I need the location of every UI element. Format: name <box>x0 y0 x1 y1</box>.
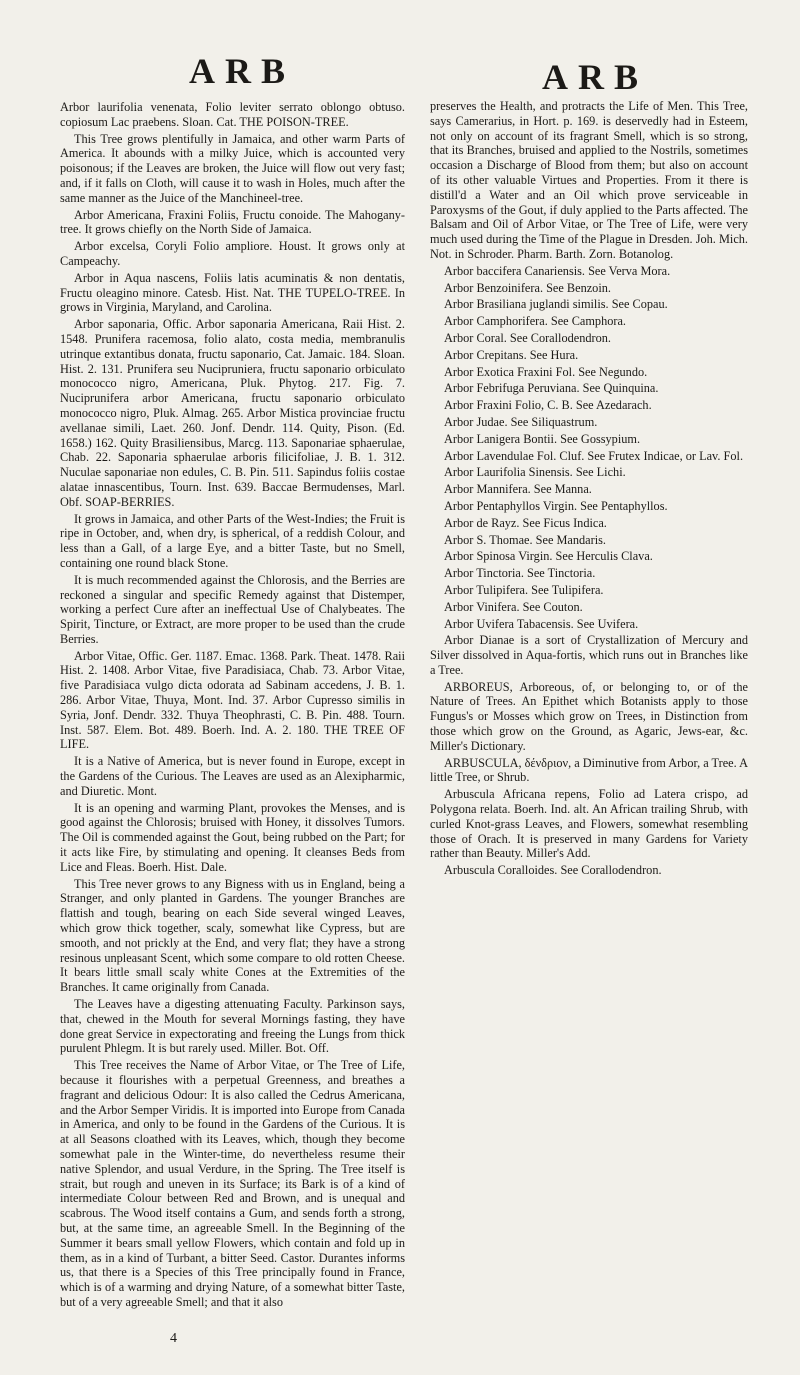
entry-arbor-excelsa: Arbor excelsa, Coryli Folio ampliore. Houst. It grows only at Campeachy. <box>60 239 405 268</box>
cross-reference: Arbor Laurifolia Sinensis. See Lichi. <box>444 465 626 480</box>
cross-reference: Arbor de Rayz. See Ficus Indica. <box>444 515 607 530</box>
right-column <box>430 99 748 880</box>
cross-reference: Arbor Mannifera. See Manna. <box>444 482 592 497</box>
running-head-left: ARB <box>188 51 295 91</box>
cross-reference: Arbor Pentaphyllos Virgin. See Pentaphyllos. <box>444 498 668 513</box>
entry-text: It is a Native of America, but is never found in Europe, except in the Gardens of the Curious. The Leaves are used as an Alexipharmic, and Diuretic. Mont. <box>60 754 405 798</box>
entry-text: This Tree grows plentifully in Jamaica, and other warm Parts of America. It abounds with a milky Juice, which is accounted very poisonous; if the Leaves are broken, the Juice will flow out very fast; and, if it falls on Cloth, will cause it to wash in Holes, much after the same manner as the Juice of the Manchineel-tree. <box>60 131 405 205</box>
entry-text: It is an opening and warming Plant, provokes the Menses, and is good against the Chlorosis; bruised with Honey, it dissolves Tumors. The Oil is commended against the Gout, being rubbed on the Part; for it acts like Fire, by stimulating and opening. It cleanses Beds from Lice and Fleas. Boerh. Hist. Dale. <box>60 800 405 874</box>
entry-arboreus: ARBOREUS, Arboreous, of, or belonging to, or of the Nature of Trees. An Epithet which Botanists apply to those Fungus's or Mosses which grow on Trees, in Distinction from those which grow on the Ground, as Agaric, Jews-ear, &c. Miller's Dictionary. <box>430 679 748 753</box>
cross-reference: Arbor Judae. See Siliquastrum. <box>444 414 598 429</box>
cross-reference: Arbor S. Thomae. See Mandaris. <box>444 532 606 547</box>
cross-reference: Arbor Benzoinifera. See Benzoin. <box>444 280 611 295</box>
cross-reference: Arbor Vinifera. See Couton. <box>444 599 583 614</box>
page-number: 4 <box>170 1331 177 1346</box>
cross-reference: Arbor Brasiliana juglandi similis. See Copau. <box>444 297 668 312</box>
cross-reference: Arbor Spinosa Virgin. See Herculis Clava. <box>444 549 653 564</box>
left-column <box>60 100 405 1312</box>
entry-poison-tree: Arbor laurifolia venenata, Folio leviter serrato oblongo obtuso. copiosum Lac praebens. Sloan. Cat. THE POISON-TREE. <box>60 100 405 129</box>
entry-soap-berries: Arbor saponaria, Offic. Arbor saponaria Americana, Raii Hist. 2. 1548. Prunifera racemosa, folio alato, costa media, membranulis utrinque extantibus donata, fructu saponario, Cat. Jamaic. 184. Sloan. Hist. 2. 131. Prunifera seu Nucipruniera, fructu saponario orbiculato monococco nigro, Americana, Pluk. Phytog. 217. Fig. 7. Nuciprunifera arbor Americana, fructu saponario orbiculato monococco nigro, Pluk. Almag. 265. Arbor Mistica provinciae fructu avellanae simili, Laet. 260. Jonf. Dendr. 114. Quity, Pison. (Ed. 1658.) 162. Quity Brasiliensibus, Marcg. 113. Saponariae sphaerulae, Chab. 22. Saponaria sphaerulae arboris filicifoliae, J. B. 1. 312. Nuculae saponariae non edules, C. B. Pin. 511. Sapindus foliis costae alatae innascentibus, Tourn. Inst. 639. Baccae Bermudenses, Marl. Obf. SOAP-BERRIES. <box>60 317 405 509</box>
entry-text: This Tree receives the Name of Arbor Vitae, or The Tree of Life, because it flourishes with a perpetual Greenness, and breathes a fragrant and delicious Odour: It is also called the Cedrus Americana, and the Arbor Semper Viridis. It is imported into Europe from Canada in America, and only to be found in the Gardens of the Curious. It is at all Seasons cloathed with its Leaves, which, though they become somewhat pale in the Winter-time, do nevertheless resume their native Splendor, and usual Verdure, in the Spring. The Tree itself is strait, but rough and uneven in its Surface; its Bark is of a kind of intermediate Colour between Red and Brown, and is unequal and scabrous. The Wood itself contains a Gum, and sends forth a strong, but, at the same time, an agreeable Smell. In the Beginning of the Summer it bears small yellow Flowers, which contain and fold up in them, as in a kind of Turbant, a bitter Seed. Castor. Durantes informs us, that there is a Species of this Tree principally found in France, which is of a warming and drying Nature, of a somewhat bitter Taste, but of a very agreeable Smell; and that it also <box>60 1058 405 1309</box>
entry-text: preserves the Health, and protracts the Life of Men. This Tree, says Camerarius, in Hort. p. 169. is deservedly had in Esteem, not only on account of its fragrant Smell, which is so strong, that its Branches, bruised and applied to the Nostrils, sometimes occasion a Discharge of Blood from them; but also on account of its other valuable Virtues and Properties. From it there is distill'd a Water and an Oil which prove serviceable in Paroxysms of the Gout, if duly applied to the Parts affected. The Balsam and Oil of Arbor Vitae, or The Tree of Life, were very much used during the Time of the Plague in Dresden. Joh. Mich. Not. in Schroder. Pharm. Barth. Zorn. Botanolog. <box>430 99 748 261</box>
entry-text: It grows in Jamaica, and other Parts of the West-Indies; the Fruit is ripe in October, and, when dry, is spherical, of a reddish Colour, and less than a Gall, of a large Eye, and a bitter Taste, but no Smell, containing one round black Stone. <box>60 511 405 570</box>
entry-tree-of-life: Arbor Vitae, Offic. Ger. 1187. Emac. 1368. Park. Theat. 1478. Raii Hist. 2. 1408. Arbor Vitae, five Paradisiaca, Chab. 73. Arbor Vitae, five Paradisiaca vulgo dicta odorata ad Sabinam accedens, J. B. 1. 286. Arbor Vitae, Thuya, Mont. Ind. 37. Arbor Cupresso similis in Syria, Jonf. Dendr. 332. Thuya Theophrasti, C. B. Pin. 488. Tourn. Inst. 587. Elem. Bot. 489. Boerh. Ind. A. 2. 180. THE TREE OF LIFE. <box>60 648 405 752</box>
cross-reference: Arbor Camphorifera. See Camphora. <box>444 314 627 329</box>
cross-reference: Arbor Tulipifera. See Tulipifera. <box>444 582 604 597</box>
cross-reference: Arbor Lavendulae Fol. Cluf. See Frutex Indicae, or Lav. Fol. <box>444 448 744 463</box>
running-head-right: ARB <box>541 57 648 97</box>
cross-reference: Arbor Exotica Fraxini Fol. See Negundo. <box>444 364 648 379</box>
entry-mahogany: Arbor Americana, Fraxini Foliis, Fructu conoide. The Mahogany-tree. It grows chiefly on the North Side of Jamaica. <box>60 207 405 237</box>
entry-text: It is much recommended against the Chlorosis, and the Berries are reckoned a singular and specific Remedy against that Distemper, working a perfect Cure after an ineffectual Use of Chalybeates. The Spirit, Tincture, or Extract, are more proper to be used than the crude Berries. <box>60 572 405 646</box>
entry-text: The Leaves have a digesting attenuating Faculty. Parkinson says, that, chewed in the Mouth for several Mornings fasting, they have done great Service in expectorating and freeing the Lungs from thick purulent Phlegm. It is but rarely used. Miller. Bot. Off. <box>60 997 405 1056</box>
entry-tupelo: Arbor in Aqua nascens, Foliis latis acuminatis & non dentatis, Fructu oleagino minore. Catesb. Hist. Nat. THE TUPELO-TREE. In grows in Virginia, Maryland, and Carolina. <box>60 270 405 315</box>
cross-reference: Arbor Crepitans. See Hura. <box>444 347 579 362</box>
cross-reference: Arbor baccifera Canariensis. See Verva Mora. <box>444 263 671 278</box>
cross-reference: Arbor Uvifera Tabacensis. See Uvifera. <box>444 616 639 631</box>
cross-reference: Arbor Coral. See Corallodendron. <box>444 330 611 345</box>
cross-reference: Arbor Lanigera Bontii. See Gossypium. <box>444 431 641 446</box>
entry-text: This Tree never grows to any Bigness with us in England, being a Stranger, and only planted in Gardens. The younger Branches are flattish and tough, bearing on each Side several winged Leaves, which grow thick together, scaly, somewhat like Cypress, but are smooth, and not prickly at the End, and very flat; they have a strong resinous unpleasant Scent, which some compare to old rotten Cheese. It bears little small scaly white Cones at the Extremities of the Branches. It came originally from Canada. <box>60 876 405 995</box>
cross-reference: Arbuscula Coralloides. See Corallodendron. <box>444 863 662 878</box>
entry-text: Arbuscula Africana repens, Folio ad Latera crispo, ad Polygona relata. Boerh. Ind. alt. An African trailing Shrub, with curled Knot-grass Leaves, and Flowers, somewhat resembling those of Orach. It is preserved in many Gardens for Variety rather than Beauty. Miller's Add. <box>430 787 748 861</box>
cross-reference: Arbor Febrifuga Peruviana. See Quinquina. <box>444 381 659 396</box>
cross-reference: Arbor Tinctoria. See Tinctoria. <box>444 566 596 581</box>
entry-arbor-dianae: Arbor Dianae is a sort of Crystallization of Mercury and Silver dissolved in Aqua-fortis, which runs out in Branches like a Tree. <box>430 633 748 677</box>
cross-reference: Arbor Fraxini Folio, C. B. See Azedarach. <box>444 398 652 413</box>
entry-arbuscula: ARBUSCULA, δένδριον, a Diminutive from Arbor, a Tree. A little Tree, or Shrub. <box>430 755 748 785</box>
